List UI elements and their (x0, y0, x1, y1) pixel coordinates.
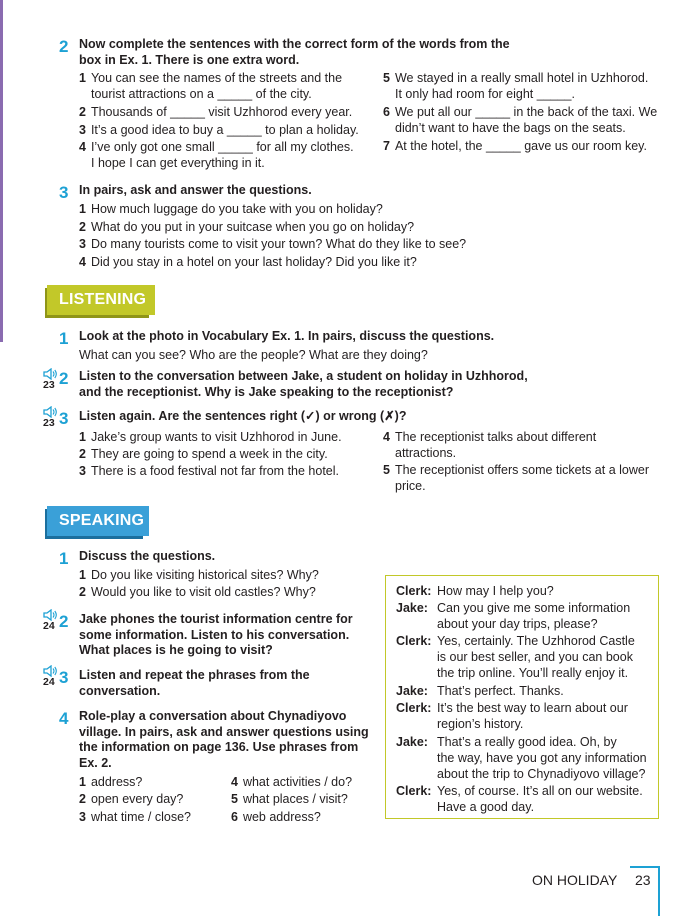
prompt-item: 1 address? (79, 775, 143, 789)
footer-section-title: ON HOLIDAY (532, 872, 618, 888)
page-number: 23 (635, 872, 651, 888)
list-item: 2 They are going to spend a week in the city. (79, 447, 328, 461)
speaking-exercise-2-instruction: Jake phones the tourist information centre for some information. Listen to his conversation. What places is he going to visit? (79, 612, 353, 657)
exercise-2-instruction: Now complete the sentences with the correct form of the words from the box in Ex. 1. There is one extra word. (79, 37, 510, 67)
track-number: 23 (43, 417, 55, 429)
list-item: 3 It’s a good idea to buy a _____ to plan a holiday. (79, 123, 359, 137)
list-item: 4 Did you stay in a hotel on your last holiday? Did you like it? (79, 255, 417, 269)
list-item: 4 The receptionist talks about different attractions. (383, 430, 597, 460)
speaking-exercise-2-number: 2 (59, 612, 69, 631)
listening-exercise-1-questions: What can you see? Who are the people? What are they doing? (79, 348, 428, 362)
footer-rule (630, 866, 660, 868)
exercise-2-number: 2 (59, 37, 69, 56)
speaking-exercise-4-number: 4 (59, 709, 69, 728)
list-item: 3 There is a food festival not far from the hotel. (79, 464, 339, 478)
list-item: 7 At the hotel, the _____ gave us our room key. (383, 139, 647, 153)
list-item: 3 Do many tourists come to visit your town? What do they like to see? (79, 237, 467, 251)
list-item: 4 I’ve only got one small _____ for all my clothes. I hope I can get everything in it. (79, 140, 354, 170)
footer-vertical-rule (658, 866, 660, 916)
list-item: 5 The receptionist offers some tickets at a lower price. (383, 463, 649, 493)
prompt-item: 2 open every day? (79, 792, 184, 806)
listening-banner: LISTENING (45, 285, 155, 315)
list-item: 5 We stayed in a really small hotel in Uzhhorod. It only had room for eight _____. (383, 71, 649, 101)
prompt-item: 6 web address? (231, 810, 321, 824)
listening-exercise-2-instruction: Listen to the conversation between Jake, a student on holiday in Uzhhorod, and the receptionist. Why is Jake speaking to the receptionist? (79, 369, 528, 399)
exercise-3-number: 3 (59, 183, 69, 202)
speaking-banner: SPEAKING (45, 506, 149, 536)
list-item: 2 Thousands of _____ visit Uzhhorod every year. (79, 105, 353, 119)
speaking-exercise-3-number: 3 (59, 668, 69, 687)
speaking-exercise-1-number: 1 (59, 549, 69, 568)
track-number: 24 (43, 676, 55, 688)
list-item: 2 Would you like to visit old castles? Why? (79, 585, 316, 599)
speaking-exercise-3-instruction: Listen and repeat the phrases from the conversation. (79, 668, 310, 698)
listening-exercise-1-number: 1 (59, 329, 69, 348)
list-item: 1 How much luggage do you take with you on holiday? (79, 202, 383, 216)
track-number: 23 (43, 379, 55, 391)
listening-exercise-3-instruction: Listen again. Are the sentences right (✓) or wrong (✗)? (79, 409, 407, 423)
list-item: 1 Do you like visiting historical sites? Why? (79, 568, 319, 582)
dialogue-box: Clerk: How may I help you? Jake: Can you give me some information about your day trips, please? Clerk: Yes, certainly. The Uzhhorod Castle is our best seller, and you can book the trip online. You’ll really enjoy it. Jake: That’s perfect. Thanks. Clerk: It’s the best way to learn about our region’s history. Jake: That’s a really good idea. Oh, by the way, have you got any information about the trip to Chynadiyovo village? Clerk: Yes, of course. It’s all on our website. Have a good day. (385, 575, 659, 819)
listening-exercise-3-number: 3 (59, 409, 69, 428)
listening-exercise-2-number: 2 (59, 369, 69, 388)
list-item: 1 Jake’s group wants to visit Uzhhorod in June. (79, 430, 342, 444)
exercise-3-instruction: In pairs, ask and answer the questions. (79, 183, 312, 197)
track-number: 24 (43, 620, 55, 632)
page-edge-bar (0, 0, 3, 342)
speaking-exercise-1-instruction: Discuss the questions. (79, 549, 216, 563)
prompt-item: 4 what activities / do? (231, 775, 353, 789)
list-item: 6 We put all our _____ in the back of the taxi. We didn’t want to have the bags on the seats. (383, 105, 658, 135)
list-item: 1 You can see the names of the streets and the tourist attractions on a _____ of the city. (79, 71, 343, 101)
listening-exercise-1-instruction: Look at the photo in Vocabulary Ex. 1. In pairs, discuss the questions. (79, 329, 495, 343)
speaking-exercise-4-instruction: Role-play a conversation about Chynadiyovo village. In pairs, ask and answer questions using the information on page 136. Use phrases from Ex. 2. (79, 709, 369, 770)
prompt-item: 5 what places / visit? (231, 792, 348, 806)
list-item: 2 What do you put in your suitcase when you go on holiday? (79, 220, 415, 234)
prompt-item: 3 what time / close? (79, 810, 191, 824)
